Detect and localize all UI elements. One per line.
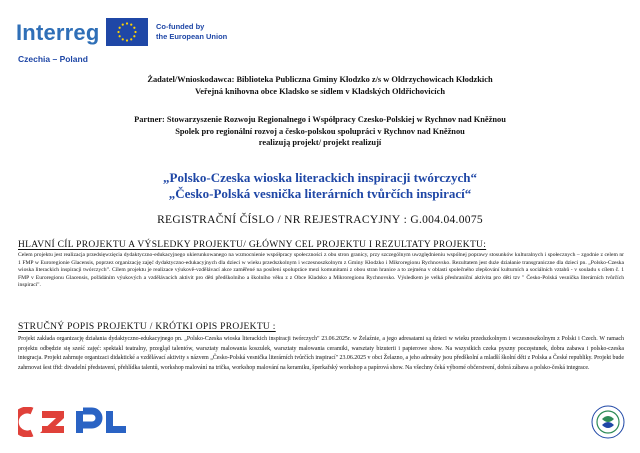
eu-star <box>126 22 128 24</box>
czpl-logo <box>18 407 138 437</box>
applicant-block <box>0 74 640 97</box>
registration-number-line <box>0 214 640 226</box>
registration-label-pl: NR REJESTRACYJNY <box>284 214 401 226</box>
eu-flag-icon <box>106 18 148 46</box>
registration-label-cz: REGISTRAČNÍ ČÍSLO <box>157 214 275 226</box>
eu-star <box>117 31 119 33</box>
eu-star <box>119 35 121 37</box>
interreg-logo: Interreg <box>16 20 100 45</box>
partner-block <box>0 114 640 149</box>
project-title-cz: „Česko-Polská vesnička literárních tvůrčích inspirací“ <box>168 185 472 201</box>
applicant-line-pl: Żadatel/Wnioskodawca: Biblioteka Publiczna Gminy Kłodzko z/s w Oldrzychowicach Kłodzkich <box>147 75 493 84</box>
circular-partner-logo <box>591 405 625 439</box>
eu-star <box>122 24 124 26</box>
eu-star <box>134 31 136 33</box>
eu-star <box>133 35 135 37</box>
eu-star <box>126 39 128 41</box>
eu-star <box>130 24 132 26</box>
program-region: Czechia – Poland <box>18 54 88 64</box>
eu-label-line2: the European Union <box>156 32 228 41</box>
partner-line-cz: Spolek pro regionální rozvoj a česko-polskou spolupráci v Rychnov nad Kněžnou <box>175 126 465 136</box>
description-text: Projekt zakłada organizację działania dydaktyczno-edukacyjnego pn. „Polsko-Czeska wioska literackich inspiracji twórczych" 23.06.2025r. w Żelaźnie, a jego adresatami są dzieci w wieku przedszkolnym i wczesnoszkolnym z Polski i Czech. W ramach projektu odbędzie się sześć zajęć: spektakl teatralny, przegląd talentów, warsztaty malowania koszulek, warsztaty malowania ceramiki, warsztaty bizuterii i papierowe show. Na wszystkich czeka pyszny poczęstunek, dobra zabawa i polsko-czeska integracja. Projekt zahrnuje organizaci didaktické a vzdělávací aktivity s názvem „Česko-Polská vesnička literárních tvůrčích inspirací" 23.06.2025 v obci Želazno, a jeho adresáty jsou předškolní a mladší školní děti z Polska a České republiky. Projekt bude zahrnovat šest třid: divadelní představení, přehlídka talentů, workshop malování na trička, workshop malování na keramiku, šperkařský workshop a papírová show. Na všechny čeká výborné občerstvení, dobrá zábava a polsko-česká integrace. <box>18 336 624 371</box>
project-title <box>0 170 640 201</box>
registration-number: : G.004.04.0075 <box>403 214 483 226</box>
partner-line-pl: Partner: Stowarzyszenie Rozwoju Regionalnego i Współpracy Czesko-Polskiej w Rychnov nad Kněžnou <box>134 115 506 124</box>
eu-star <box>122 38 124 40</box>
header <box>16 12 316 52</box>
partner-realization-line: realizują projekt/ projekt realizují <box>258 138 382 147</box>
eu-label-line1: Co-funded by <box>156 22 205 31</box>
goal-heading: HLAVNÍ CÍL PROJEKTU A VÝSLEDKY PROJEKTU/ GŁÓWNY CEL PROJEKTU I REZULTATY PROJEKTU: <box>18 240 487 250</box>
applicant-line-cz: Veřejná knihovna obce Kladsko se sídlem v Kladských Oldřichovicích <box>194 86 446 96</box>
registration-separator: / <box>277 214 281 226</box>
description-heading: STRUČNÝ POPIS PROJEKTU / KRÓTKI OPIS PROJEKTU : <box>18 322 276 332</box>
eu-star <box>119 27 121 29</box>
goal-text: Celem projektu jest realizacja przedsięwzięcia dydaktyczno-edukacyjnego ukierunkowanego na wzmocnienie współpracy społeczności z obu stron granicy, przy szczególnym uwzględnieniu wspólnej poprawy stosunków kulturalnych i społecznych – zgodnie z celem nr 1 FMP w Euroregionie Glacensis, poprzez organizację zajęć dydaktyczno-edukacyjnych dla dzieci w wieku przedszkolnym i wczesnoszkolnym z Gminy Kłodzko i Mikroregionu Rychnovsko. Rezultatem jest duże działanie transgraniczne dla dzieci pn. „Polsko-Czeska wioska literackich inspiracji twórczych”. Cílem projektu je realizace výukově-vzdělávací akce zaměřené na posílení spolupráce mezi komunitami z obou stran hranice a to zejména v oblasti společného zlepšování kulturních a sociálních vztahů - v souladu s cílem č. 1 FMP v Euroregionu Glacensis, pořádáním výukových a vzdělávacích aktivit pro děti předškolního a školního věku z z Obce Kladsko a Mikroregionu Rychnovsko. Výsledkem je velká přeshraniční aktivita pro děti tzv " Česko-Polská vesnička literárních tvůrčích inspirací". <box>18 252 624 288</box>
eu-cofunded-label <box>156 22 227 42</box>
eu-star <box>133 27 135 29</box>
project-title-pl: „Polsko-Czeska wioska literackich inspiracji twórczych“ <box>163 170 477 185</box>
eu-star <box>130 38 132 40</box>
